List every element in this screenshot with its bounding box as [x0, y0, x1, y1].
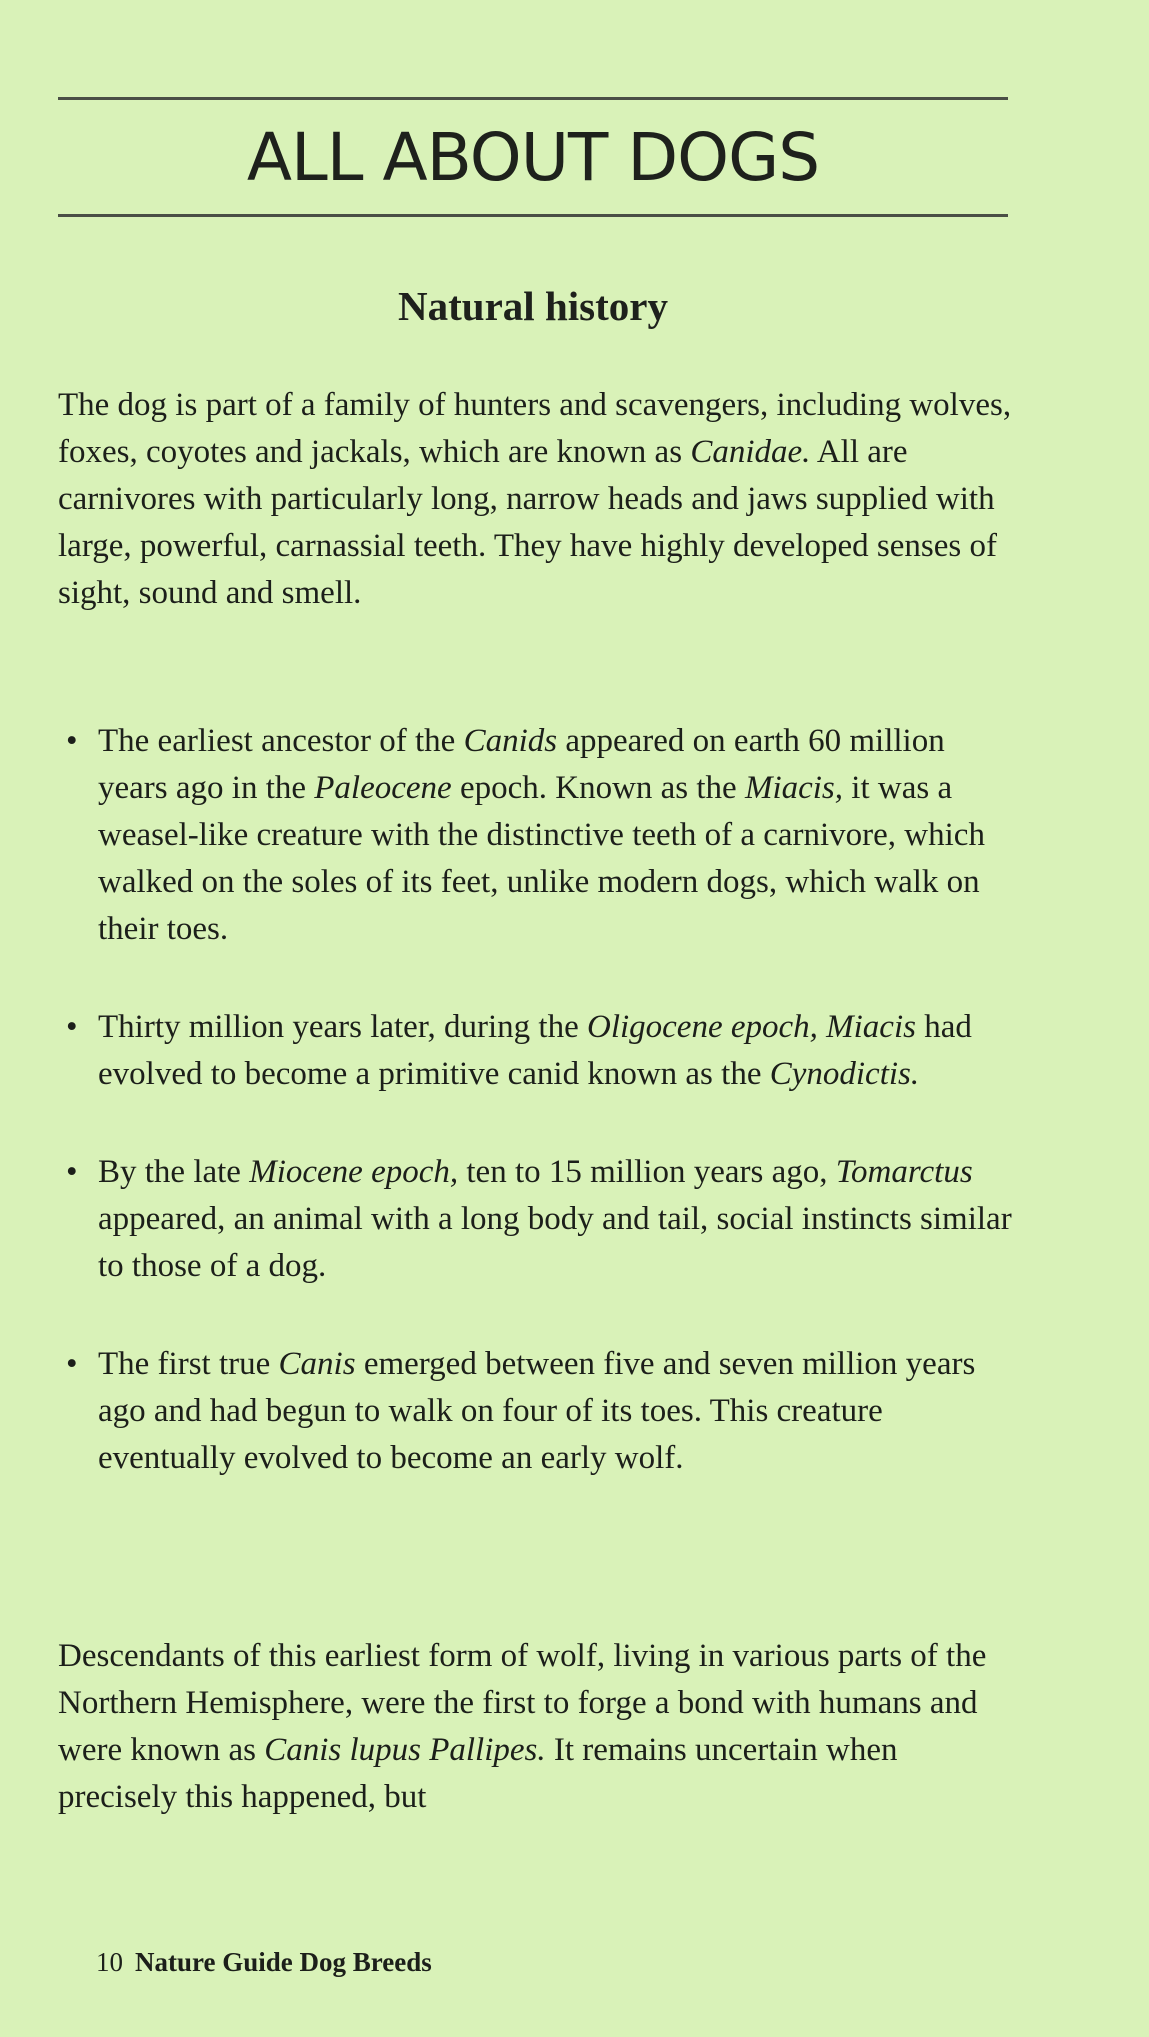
- bullet-text: By the late: [98, 1154, 250, 1190]
- bullet-item-canids: [58, 718, 1018, 953]
- term-canids: Canids: [463, 723, 558, 759]
- bullet-text: appeared on earth 60 million years ago in the: [98, 723, 945, 806]
- bullet-text: The earliest ancestor of the: [98, 723, 464, 759]
- intro-text-2: All are carnivores with particularly long, narrow heads and jaws supplied with large, powerful, carnassial teeth. They have highly developed senses of sight, sound and smell.: [58, 434, 997, 611]
- title-rule-bottom: [58, 214, 1008, 217]
- page-footer: [96, 1942, 432, 1982]
- term-cynodictis: Cynodictis.: [769, 1056, 920, 1092]
- term-paleocene: Paleocene: [314, 770, 452, 806]
- bullet-text: emerged between five and seven million years ago and had begun to walk on four of its toes. This creature eventually evolved to become an early wolf.: [98, 1346, 976, 1476]
- term-canis-lupus-pallipes: Canis lupus Pallipes.: [264, 1732, 546, 1768]
- term-miacis: Miacis,: [744, 770, 844, 806]
- page-number: 10: [96, 1947, 123, 1977]
- bullet-text: epoch. Known as the: [451, 770, 745, 806]
- bullet-item-tomarctus: [58, 1149, 1018, 1290]
- chapter-title: ALL ABOUT DOGS: [246, 119, 820, 196]
- bullet-text: The first true: [98, 1346, 279, 1382]
- bullet-marker: •: [66, 1009, 78, 1045]
- title-rule-top: [58, 97, 1008, 100]
- intro-term-canidae: Canidae.: [690, 434, 811, 470]
- outro-text-2: It remains uncertain when precisely this happened, but: [58, 1732, 898, 1815]
- bullet-item-canis: [58, 1341, 1018, 1482]
- bullet-text: ten to 15 million years ago,: [458, 1154, 836, 1190]
- intro-text-1: The dog is part of a family of hunters and scavengers, including wolves, foxes, coyotes and jackals, which are known as: [58, 387, 1012, 470]
- bullet-marker: •: [66, 723, 78, 759]
- term-tomarctus: Tomarctus: [835, 1154, 973, 1190]
- term-miocene: Miocene epoch,: [249, 1154, 459, 1190]
- closing-paragraph: [58, 1633, 1018, 1821]
- intro-paragraph: [58, 382, 1018, 617]
- term-miacis: Miacis: [826, 1009, 916, 1045]
- outro-text-1: Descendants of this earliest form of wolf, living in various parts of the Northern Hemisphere, were the first to forge a bond with humans and were known as: [58, 1638, 987, 1768]
- bullet-text: it was a weasel-like creature with the distinctive teeth of a carnivore, which walked on the soles of its feet, unlike modern dogs, which walk on their toes.: [98, 770, 985, 947]
- bullet-text: appeared, an animal with a long body and tail, social instincts similar to those of a dog.: [98, 1201, 1012, 1284]
- bullet-text: [818, 1009, 826, 1045]
- bullet-marker: •: [66, 1346, 78, 1382]
- term-canis: Canis: [278, 1346, 356, 1382]
- term-oligocene: Oligocene epoch,: [586, 1009, 818, 1045]
- bullet-text: had evolved to become a primitive canid known as the: [98, 1009, 972, 1092]
- evolution-bullet-list: [58, 718, 1018, 1533]
- bullet-marker: •: [66, 1154, 78, 1190]
- book-title: Nature Guide Dog Breeds: [135, 1947, 432, 1977]
- bullet-item-cynodictis: [58, 1004, 1018, 1098]
- section-heading: Natural history: [398, 283, 668, 329]
- bullet-text: Thirty million years later, during the: [98, 1009, 587, 1045]
